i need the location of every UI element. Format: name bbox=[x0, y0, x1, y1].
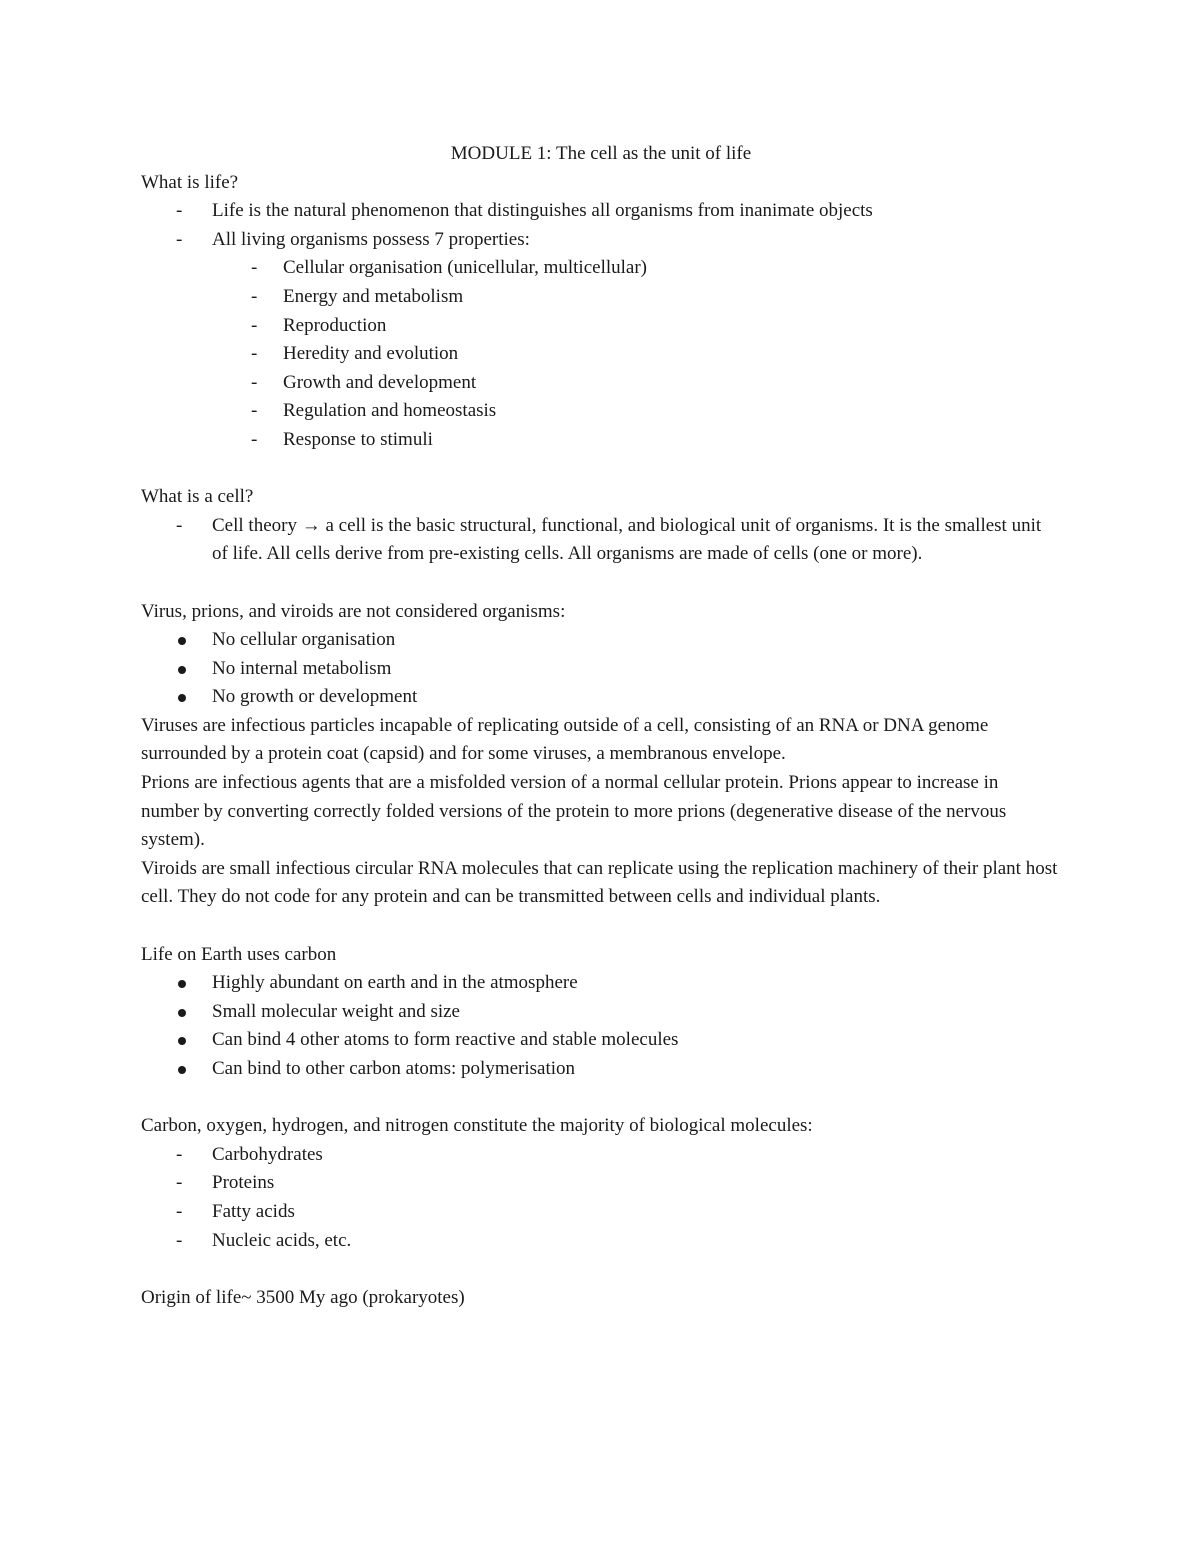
nonorganisms-bullets bbox=[141, 626, 1061, 712]
blank-line bbox=[141, 569, 1061, 598]
blank-line bbox=[141, 1255, 1061, 1284]
list-item: - Proteins bbox=[141, 1169, 1061, 1198]
list-item: - Fatty acids bbox=[141, 1198, 1061, 1227]
list-item: Can bind 4 other atoms to form reactive and stable molecules bbox=[141, 1026, 1061, 1055]
origin-of-life-line: Origin of life~ 3500 My ago (prokaryotes) bbox=[141, 1286, 465, 1308]
molecules-list bbox=[141, 1141, 1061, 1255]
section-heading-molecules: Carbon, oxygen, hydrogen, and nitrogen constitute the majority of biological molecules: bbox=[141, 1115, 813, 1137]
section-heading-cell: What is a cell? bbox=[141, 486, 254, 508]
document-page bbox=[141, 140, 1061, 1312]
cell-points-list bbox=[141, 512, 1061, 569]
list-item: - Life is the natural phenomenon that distinguishes all organisms from inanimate objects bbox=[141, 197, 1061, 226]
list-item: No growth or development bbox=[141, 683, 1061, 712]
list-item: - Regulation and homeostasis bbox=[141, 397, 1061, 426]
viroids-paragraph: Viroids are small infectious circular RNA molecules that can replicate using the replication machinery of their plant host cell. They do not code for any protein and can be transmitted between cells and individual plants. bbox=[141, 857, 1058, 908]
page-title: MODULE 1: The cell as the unit of life bbox=[450, 143, 752, 164]
list-item: - Growth and development bbox=[141, 369, 1061, 398]
section-heading-life: What is life? bbox=[141, 171, 239, 193]
life-properties-list bbox=[141, 254, 1061, 454]
blank-line bbox=[141, 912, 1061, 941]
list-item: - Reproduction bbox=[141, 312, 1061, 341]
list-item: - Response to stimuli bbox=[141, 426, 1061, 455]
list-item: No cellular organisation bbox=[141, 626, 1061, 655]
list-item: - Carbohydrates bbox=[141, 1141, 1061, 1170]
blank-line bbox=[141, 455, 1061, 484]
life-points-list bbox=[141, 197, 1061, 254]
list-item: Highly abundant on earth and in the atmosphere bbox=[141, 969, 1061, 998]
list-item: - Cellular organisation (unicellular, multicellular) bbox=[141, 254, 1061, 283]
viruses-paragraph: Viruses are infectious particles incapable of replicating outside of a cell, consisting of an RNA or DNA genome surrounded by a protein coat (capsid) and for some viruses, a membranous envelope. bbox=[141, 714, 989, 765]
list-item: - Cell theory → a cell is the basic structural, functional, and biological unit of organisms. It is the smallest unit of life. All cells derive from pre-existing cells. All organisms are made of cells (one or more). bbox=[141, 512, 1061, 569]
list-item: - Nucleic acids, etc. bbox=[141, 1227, 1061, 1256]
list-item: Can bind to other carbon atoms: polymerisation bbox=[141, 1055, 1061, 1084]
section-heading-carbon: Life on Earth uses carbon bbox=[141, 943, 337, 965]
blank-line bbox=[141, 1084, 1061, 1113]
list-item: - All living organisms possess 7 properties: bbox=[141, 226, 1061, 255]
list-item: - Heredity and evolution bbox=[141, 340, 1061, 369]
list-item: No internal metabolism bbox=[141, 655, 1061, 684]
list-item: - Energy and metabolism bbox=[141, 283, 1061, 312]
section-heading-nonorganisms: Virus, prions, and viroids are not considered organisms: bbox=[141, 600, 566, 622]
carbon-bullets bbox=[141, 969, 1061, 1083]
prions-paragraph: Prions are infectious agents that are a misfolded version of a normal cellular protein. Prions appear to increase in number by converting correctly folded versions of the protein to more prions (degenerative disease of the nervous system). bbox=[141, 772, 1007, 851]
list-item: Small molecular weight and size bbox=[141, 998, 1061, 1027]
